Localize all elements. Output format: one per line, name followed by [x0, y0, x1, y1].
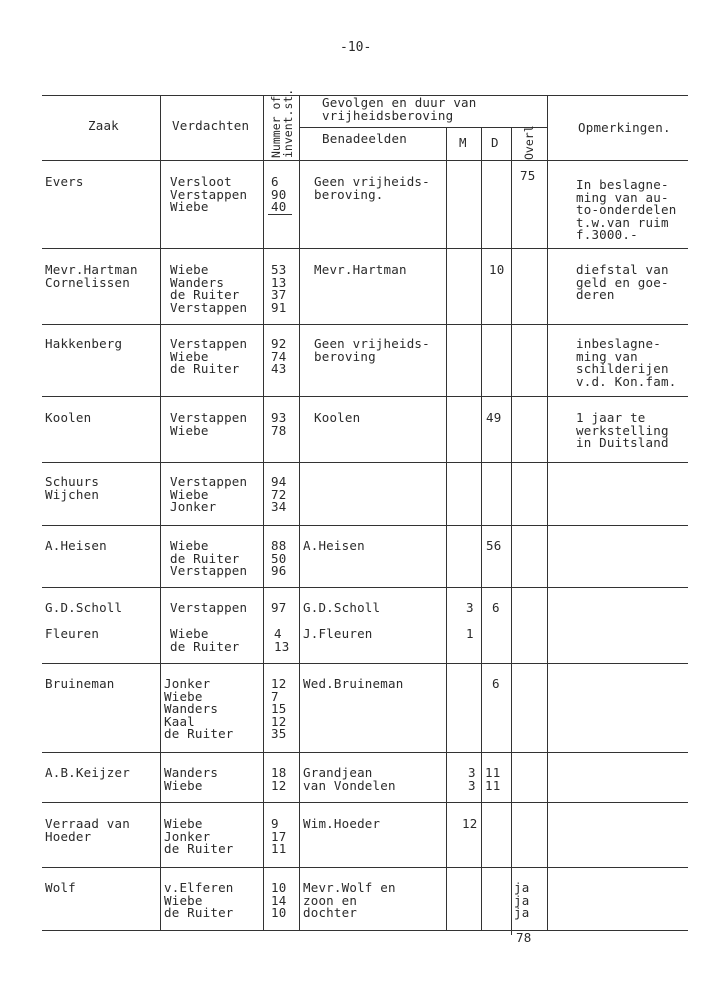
- page-number: -10-: [340, 40, 372, 55]
- cell-m: 3: [466, 600, 474, 615]
- cell-verdachten: Wiebe de Ruiter: [170, 626, 240, 654]
- header-overl: Overl: [522, 125, 536, 160]
- cell-d: 49: [486, 410, 502, 425]
- cell-verdachten: Jonker Wiebe Wanders Kaal de Ruiter: [164, 676, 234, 741]
- cell-nummers: 12 7 15 12 35: [271, 676, 287, 741]
- nummers-underline: [268, 214, 292, 215]
- cell-benadeelden: Wed.Bruineman: [303, 676, 404, 691]
- cell-benadeelden: J.Fleuren: [303, 626, 373, 641]
- cell-nummers: 6 90 40: [271, 174, 287, 214]
- cell-d: 56: [486, 538, 502, 553]
- header-bottom-border: [42, 160, 688, 161]
- row-divider: [42, 525, 688, 526]
- column-divider: [446, 127, 447, 930]
- cell-nummers: 10 14 10: [271, 880, 287, 920]
- cell-benadeelden: Koolen: [314, 410, 361, 425]
- cell-zaak: Koolen: [45, 410, 92, 425]
- cell-benadeelden: Mevr.Hartman: [314, 262, 407, 277]
- cell-verdachten: Wanders Wiebe: [164, 765, 219, 793]
- cell-nummers: 97: [271, 600, 287, 615]
- header-d: D: [491, 135, 499, 150]
- cell-benadeelden: Geen vrijheids- beroving: [314, 336, 430, 364]
- cell-zaak: G.D.Scholl: [45, 600, 123, 615]
- cell-nummers: 18 12: [271, 765, 287, 793]
- cell-nummers: 93 78: [271, 410, 287, 438]
- total-overl: 78: [516, 930, 532, 945]
- cell-verdachten: Wiebe Jonker de Ruiter: [164, 816, 234, 856]
- header-gevolgen-line1: Gevolgen en duur van: [322, 95, 477, 110]
- cell-nummers: 88 50 96: [271, 538, 287, 578]
- column-divider: [160, 95, 161, 930]
- cell-d: 6: [492, 676, 500, 691]
- column-divider: [511, 127, 512, 935]
- column-divider: [263, 95, 264, 930]
- row-divider: [42, 663, 688, 664]
- cell-benadeelden: Mevr.Wolf en zoon en dochter: [303, 880, 396, 920]
- column-divider: [299, 95, 300, 930]
- cell-verdachten: Verstappen Wiebe de Ruiter: [170, 336, 248, 376]
- cell-opmerkingen: inbeslagne- ming van schilderijen v.d. Kon.fam.: [576, 336, 677, 389]
- cell-nummers: 94 72 34: [271, 474, 287, 514]
- cell-d: 10: [489, 262, 505, 277]
- cell-zaak: Evers: [45, 174, 84, 189]
- cell-d: 11 11: [485, 765, 501, 793]
- row-divider: [42, 802, 688, 803]
- cell-nummers: 53 13 37 91: [271, 262, 287, 315]
- header-gevolgen-line2: vrijheidsberoving: [322, 108, 454, 123]
- header-opmerkingen: Opmerkingen.: [578, 120, 671, 135]
- row-divider: [42, 324, 688, 325]
- header-nummer-line1: Nummer of: [269, 95, 283, 158]
- cell-zaak: Wolf: [45, 880, 76, 895]
- row-divider: [42, 867, 688, 868]
- cell-opmerkingen: In beslagne- ming van au- to-onderdelen t.w.van ruim f.3000.-: [576, 177, 677, 242]
- row-divider: [42, 587, 688, 588]
- cell-verdachten: v.Elferen Wiebe de Ruiter: [164, 880, 234, 920]
- cell-benadeelden: Geen vrijheids- beroving.: [314, 174, 430, 202]
- header-nummer-line2: invent.st.: [281, 88, 295, 158]
- column-divider: [481, 127, 482, 930]
- cell-overl: 75: [520, 168, 536, 183]
- cell-zaak: Hakkenberg: [45, 336, 123, 351]
- cell-opmerkingen: 1 jaar te werkstelling in Duitsland: [576, 410, 669, 450]
- cell-zaak: Fleuren: [45, 626, 100, 641]
- cell-verdachten: Wiebe Wanders de Ruiter Verstappen: [170, 262, 248, 315]
- cell-overl: ja ja ja: [514, 880, 530, 920]
- cell-verdachten: Verstappen Wiebe Jonker: [170, 474, 248, 514]
- cell-verdachten: Wiebe de Ruiter Verstappen: [170, 538, 248, 578]
- cell-zaak: A.Heisen: [45, 538, 107, 553]
- cell-verdachten: Versloot Verstappen Wiebe: [170, 174, 248, 214]
- row-divider: [42, 248, 688, 249]
- header-zaak: Zaak: [88, 118, 119, 133]
- cell-zaak: A.B.Keijzer: [45, 765, 130, 780]
- cell-nummers: 92 74 43: [271, 336, 287, 376]
- cell-benadeelden: Wim.Hoeder: [303, 816, 381, 831]
- cell-benadeelden: G.D.Scholl: [303, 600, 381, 615]
- cell-opmerkingen: diefstal van geld en goe- deren: [576, 262, 669, 302]
- table-bottom-border: [42, 930, 688, 931]
- cell-m: 1: [466, 626, 474, 641]
- cell-benadeelden: Grandjean van Vondelen: [303, 765, 396, 793]
- cell-m: 3 3: [468, 765, 476, 793]
- cell-zaak: Mevr.Hartman Cornelissen: [45, 262, 138, 290]
- header-verdachten: Verdachten: [172, 118, 250, 133]
- cell-zaak: Schuurs Wijchen: [45, 474, 100, 502]
- cell-verdachten: Verstappen: [170, 600, 248, 615]
- column-divider: [547, 95, 548, 930]
- cell-m: 12: [462, 816, 478, 831]
- cell-nummers: 4 13: [274, 626, 290, 654]
- cell-d: 6: [492, 600, 500, 615]
- cell-zaak: Bruineman: [45, 676, 115, 691]
- header-benadeelden: Benadeelden: [322, 131, 407, 146]
- header-m: M: [459, 135, 467, 150]
- cell-verdachten: Verstappen Wiebe: [170, 410, 248, 438]
- row-divider: [42, 462, 688, 463]
- row-divider: [42, 396, 688, 397]
- cell-nummers: 9 17 11: [271, 816, 287, 856]
- cell-zaak: Verraad van Hoeder: [45, 816, 130, 844]
- header-subdivider: [299, 127, 547, 128]
- row-divider: [42, 752, 688, 753]
- cell-benadeelden: A.Heisen: [303, 538, 365, 553]
